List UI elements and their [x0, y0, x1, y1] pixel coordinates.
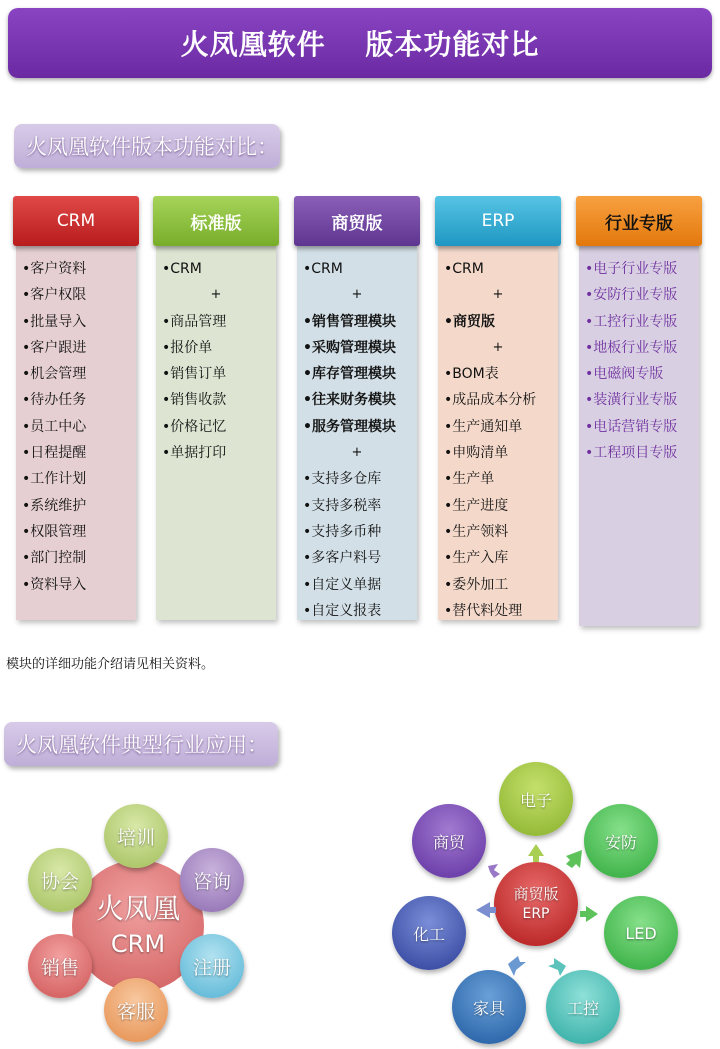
- list-item: •电话营销专版: [585, 418, 678, 435]
- list-item: •单据打印: [162, 445, 227, 462]
- list-item: •支持多仓库: [303, 471, 382, 488]
- list-item: •日程提醒: [22, 445, 87, 462]
- plus-sign: +: [492, 287, 504, 303]
- erp-satellite-trade: 商贸: [412, 804, 486, 878]
- list-item: •安防行业专版: [585, 287, 678, 304]
- erp-satellite-security: 安防: [584, 804, 658, 878]
- crm-satellite-register: 注册: [180, 934, 244, 998]
- list-item: •商品管理: [162, 313, 227, 330]
- list-item: •BOM表: [444, 366, 499, 383]
- column-header-erp: ERP: [435, 196, 561, 246]
- list-item: •机会管理: [22, 366, 87, 383]
- column-body-trade: [297, 246, 417, 620]
- banner-title: 火凤凰软件 版本功能对比: [180, 28, 540, 61]
- arrow-to-chemical-icon: [476, 902, 496, 918]
- list-item: •往来财务模块: [303, 392, 396, 409]
- list-item: •替代料处理: [444, 602, 523, 619]
- list-item: •自定义报表: [303, 602, 382, 619]
- list-item: •申购清单: [444, 445, 509, 462]
- column-body-erp: [438, 246, 558, 620]
- column-trade: [294, 196, 420, 620]
- arrow-to-furniture-icon: [508, 956, 526, 976]
- plus-sign: +: [351, 287, 363, 303]
- list-item: •资料导入: [22, 576, 87, 593]
- list-item: •生产领料: [444, 523, 509, 540]
- plus-sign: +: [210, 287, 222, 303]
- crm-satellite-association: 协会: [28, 848, 92, 912]
- column-header-trade: 商贸版: [294, 196, 420, 246]
- list-item: •服务管理模块: [303, 418, 396, 435]
- page-banner: [8, 8, 712, 78]
- crm-satellite-sales: 销售: [28, 934, 92, 998]
- arrow-to-industrial-icon: [548, 958, 566, 976]
- note-text: 模块的详细功能介绍请见相关资料。: [6, 657, 215, 672]
- section-title-version-compare: [14, 124, 280, 168]
- list-item: •工控行业专版: [585, 313, 678, 330]
- column-erp: [435, 196, 561, 620]
- erp-satellite-furniture: 家具: [452, 970, 526, 1044]
- erp-center-circle: 商贸版 ERP: [494, 862, 578, 946]
- plus-sign: +: [492, 339, 504, 355]
- list-item: •待办任务: [22, 392, 87, 409]
- list-item: •价格记忆: [162, 418, 227, 435]
- erp-satellite-industrial-control: 工控: [546, 970, 620, 1044]
- list-item: •电磁阀专版: [585, 366, 664, 383]
- list-item: •库存管理模块: [303, 366, 396, 383]
- list-item: •地板行业专版: [585, 339, 678, 356]
- section-title-text: 火凤凰软件版本功能对比：: [26, 135, 278, 159]
- list-item: •生产进度: [444, 497, 509, 514]
- list-item: •生产入库: [444, 550, 509, 567]
- list-item: •CRM: [444, 261, 484, 277]
- list-item: •多客户料号: [303, 550, 382, 567]
- list-item: •客户权限: [22, 287, 87, 304]
- list-item: •客户跟进: [22, 339, 87, 356]
- arrow-to-security-icon: [566, 850, 582, 868]
- column-body-crm: [16, 246, 136, 620]
- arrow-to-electronics-icon: [528, 844, 544, 862]
- list-item: •工程项目专版: [585, 445, 678, 462]
- column-body-standard: [156, 246, 276, 620]
- list-item: •CRM: [162, 261, 202, 277]
- list-item: •销售管理模块: [303, 313, 396, 330]
- list-item: •成品成本分析: [444, 392, 537, 409]
- crm-center-circle: 火凤凰 CRM: [72, 860, 204, 992]
- column-crm: [13, 196, 139, 620]
- column-header-standard: 标准版: [153, 196, 279, 246]
- list-item: •部门控制: [22, 550, 87, 567]
- crm-satellite-service: 客服: [104, 978, 168, 1042]
- list-item: •批量导入: [22, 313, 87, 330]
- list-item: •生产通知单: [444, 418, 523, 435]
- list-item: •电子行业专版: [585, 261, 678, 277]
- list-item: •装潢行业专版: [585, 392, 678, 409]
- list-item: •权限管理: [22, 523, 87, 540]
- list-item: •报价单: [162, 339, 213, 356]
- column-standard: [153, 196, 279, 620]
- list-item: •销售订单: [162, 366, 227, 383]
- column-industry: [576, 196, 702, 626]
- arrow-to-trade-icon: [488, 864, 500, 878]
- list-item: •支持多税率: [303, 497, 382, 514]
- column-header-industry: 行业专版: [576, 196, 702, 246]
- list-item: •系统维护: [22, 497, 87, 514]
- erp-satellite-electronics: 电子: [499, 762, 573, 836]
- list-item: •CRM: [303, 261, 343, 277]
- plus-sign: +: [351, 445, 363, 461]
- list-item: •生产单: [444, 471, 495, 488]
- column-body-industry: [579, 246, 699, 626]
- crm-satellite-consult: 咨询: [180, 848, 244, 912]
- list-item: •销售收款: [162, 392, 227, 409]
- list-item: •委外加工: [444, 576, 509, 593]
- list-item: •自定义单据: [303, 576, 382, 593]
- crm-satellite-training: 培训: [104, 804, 168, 868]
- section-title-text: 火凤凰软件典型行业应用：: [16, 733, 268, 757]
- arrow-to-led-icon: [580, 906, 598, 922]
- list-item: •商贸版: [444, 313, 495, 330]
- section-title-industry-apps: [4, 722, 278, 766]
- list-item: •员工中心: [22, 418, 87, 435]
- erp-satellite-led: LED: [604, 896, 678, 970]
- erp-satellite-chemical: 化工: [392, 896, 466, 970]
- list-item: •客户资料: [22, 261, 87, 277]
- list-item: •采购管理模块: [303, 339, 396, 356]
- column-header-crm: CRM: [13, 196, 139, 246]
- list-item: •工作计划: [22, 471, 87, 488]
- list-item: •支持多币种: [303, 523, 382, 540]
